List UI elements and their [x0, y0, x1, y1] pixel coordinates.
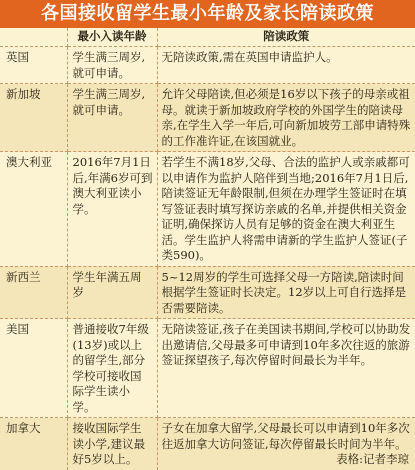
min-age-cell: 学生满三周岁,就可申请。 [67, 84, 157, 152]
policy-cell: 允许父母陪读,但必须是16岁以下孩子的母亲或祖母。就读于新加坡政府学校的外国学生的陪读母亲,在学生入学一年后,可向新加坡劳工部申请特殊的工作准许证,在该国就业。 [157, 84, 415, 152]
policy-cell: 若学生不满18岁,父母、合法的监护人或亲戚都可以申请作为监护人陪伴到当地;2016年7月1日后,陪读签证无年龄限制,但须在办理学生签证时在填写签证表时填写探访亲戚的名单,并提供相关资金证明,确保探访人员有足够的资金在澳大利亚生活。学生监护人将需申请新的学生监护人签证(子类590)。 [157, 152, 415, 267]
policy-cell: 无陪读政策,需在英国申请监护人。 [157, 47, 415, 84]
policy-table [0, 28, 415, 470]
table-row [0, 418, 415, 470]
policy-text: 子女在加拿大留学,父母最长可以申请到10年多次往返加拿大访问签证,每次停留最长时间为半年。 [161, 421, 410, 451]
page-title: 各国接收留学生最小年龄及家长陪读政策 [0, 0, 415, 28]
table-credit: 表格:记者李琼 [336, 452, 409, 466]
country-cell: 加拿大 [0, 418, 67, 470]
country-cell: 澳大利亚 [0, 152, 67, 267]
table-row [0, 152, 415, 267]
header-policy: 陪读政策 [157, 28, 415, 47]
header-country [0, 28, 67, 47]
policy-cell: 5~12周岁的学生可选择父母一方陪读,陪读时间根据学生签证时长决定。12岁以上可自行选择是否需要陪读。 [157, 266, 415, 319]
table-row [0, 84, 415, 152]
table-row [0, 266, 415, 319]
policy-cell [157, 418, 415, 470]
country-cell: 美国 [0, 319, 67, 418]
min-age-cell: 2016年7月1日后,年满6岁可到澳大利亚读小学。 [67, 152, 157, 267]
country-cell: 英国 [0, 47, 67, 84]
country-cell: 新西兰 [0, 266, 67, 319]
min-age-cell: 学生年满五周岁 [67, 266, 157, 319]
country-cell: 新加坡 [0, 84, 67, 152]
min-age-cell: 接收国际学生读小学,建议最好5岁以上。 [67, 418, 157, 470]
header-min-age: 最小入读年龄 [67, 28, 157, 47]
table-header-row [0, 28, 415, 47]
policy-cell: 无陪读签证,孩子在美国读书期间,学校可以协助发出邀请信,父母最多可申请到10年多次往返的旅游签证探望孩子,每次停留时间最长为半年。 [157, 319, 415, 418]
table-row [0, 319, 415, 418]
table-row [0, 47, 415, 84]
min-age-cell: 普通接收7年级(13岁)或以上的留学生,部分学校可接收国际学生读小学。 [67, 319, 157, 418]
min-age-cell: 学生满三周岁,就可申请。 [67, 47, 157, 84]
